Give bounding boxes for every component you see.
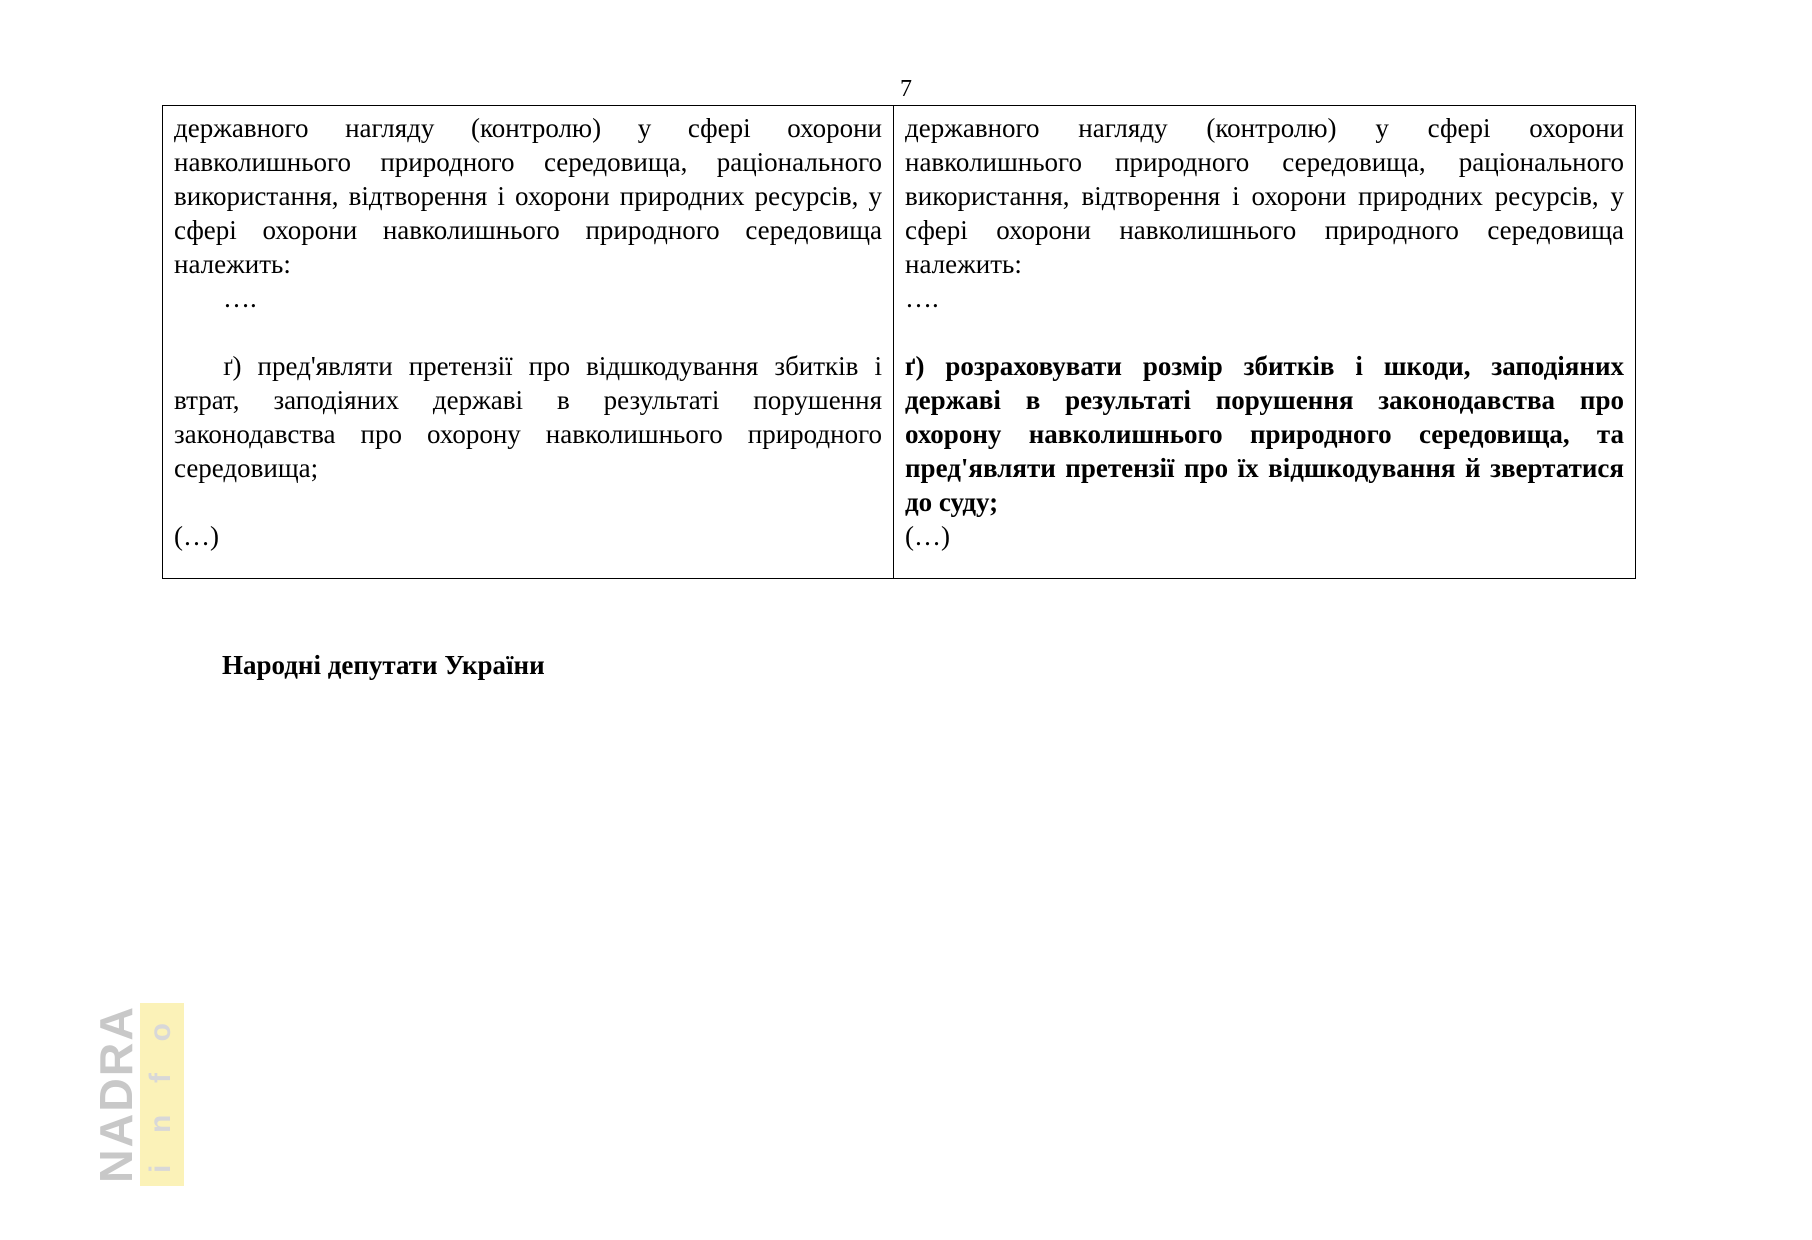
table-column-current <box>163 106 894 578</box>
signature-line: Народні депутати України <box>222 650 545 680</box>
nadra-text: NADRA <box>90 1006 142 1183</box>
left-intro-text: державного нагляду (контролю) у сфері охорони навколишнього природного середовища, раціонального використання, відтворення і охорони природних ресурсів, у сфері охорони навколишнього природного середовища належить: <box>174 113 882 279</box>
left-spacer <box>174 315 882 349</box>
right-intro-text: державного нагляду (контролю) у сфері охорони навколишнього природного середовища, раціонального використання, відтворення і охорони природних ресурсів, у сфері охорони навколишнього природного середовища належить: <box>905 113 1624 279</box>
nadra-logo-text <box>90 1003 142 1186</box>
left-item-text: ґ) пред'являти претензії про відшкодування збитків і втрат, заподіяних державі в результаті порушення законодавства про охорону навколишнього природного середовища; <box>174 351 882 483</box>
right-omission-dots: …. <box>905 283 939 313</box>
right-item-text: ґ) розраховувати розмір збитків і шкоди, заподіяних державі в результаті порушення законодавства про охорону навколишнього природного середовища, та пред'являти претензії про їх відшкодування й звертатися до суду; <box>905 351 1624 517</box>
left-ellipsis: (…) <box>174 521 219 551</box>
info-text: info <box>144 1023 177 1173</box>
right-spacer <box>905 315 1624 349</box>
nadra-info-watermark <box>90 1003 190 1186</box>
page-number: 7 <box>900 76 912 102</box>
comparison-table <box>162 105 1636 579</box>
table-column-proposed <box>894 106 1635 578</box>
right-ellipsis: (…) <box>905 521 950 551</box>
left-omission-dots: …. <box>223 283 257 313</box>
info-logo-box <box>140 1003 184 1186</box>
left-spacer <box>174 485 882 519</box>
